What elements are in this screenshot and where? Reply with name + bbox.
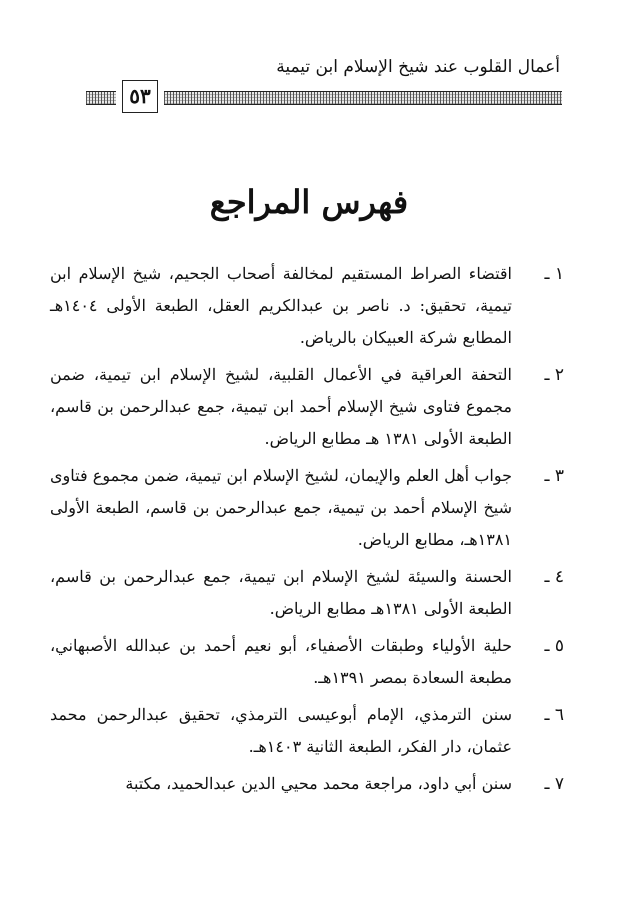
- reference-list: [50, 258, 564, 805]
- running-title: أعمال القلوب عند شيخ الإسلام ابن تيمية: [276, 57, 560, 77]
- header-ornament-left: [86, 91, 116, 105]
- reference-item: [50, 768, 564, 800]
- reference-item: [50, 460, 564, 556]
- reference-number: ٦ ـ: [544, 705, 564, 725]
- reference-number: ٧ ـ: [544, 774, 564, 794]
- reference-item: [50, 359, 564, 455]
- reference-number: ٢ ـ: [544, 365, 564, 385]
- reference-text: اقتضاء الصراط المستقيم لمخالفة أصحاب الجحيم، شيخ الإسلام ابن تيمية، تحقيق: د. ناصر بن عبدالكريم العقل، الطبعة الأولى ١٤٠٤هـ المطابع شركة العبيكان بالرياض.: [50, 264, 512, 347]
- reference-number: ١ ـ: [544, 264, 564, 284]
- reference-text: التحفة العراقية في الأعمال القلبية، لشيخ الإسلام ابن تيمية، ضمن مجموع فتاوى شيخ الإسلام أحمد ابن تيمية، جمع عبدالرحمن بن قاسم، الطبعة الأولى ١٣٨١ هـ مطابع الرياض.: [50, 365, 512, 448]
- header-ornament-right: [164, 91, 562, 105]
- reference-text: سنن الترمذي، الإمام أبوعيسى الترمذي، تحقيق عبدالرحمن محمد عثمان، دار الفكر، الطبعة الثانية ١٤٠٣هـ.: [50, 705, 512, 756]
- reference-number: ٤ ـ: [544, 567, 564, 587]
- reference-text: الحسنة والسيئة لشيخ الإسلام ابن تيمية، جمع عبدالرحمن بن قاسم، الطبعة الأولى ١٣٨١هـ مطابع الرياض.: [50, 567, 512, 618]
- reference-text: جواب أهل العلم والإيمان، لشيخ الإسلام ابن تيمية، ضمن مجموع فتاوى شيخ الإسلام أحمد بن تيمية، جمع عبدالرحمن بن قاسم، الطبعة الأولى ١٣٨١هـ، مطابع الرياض.: [50, 466, 512, 549]
- reference-item: [50, 561, 564, 625]
- section-title: فهرس المراجع: [209, 183, 409, 221]
- reference-text: حلية الأولياء وطبقات الأصفياء، أبو نعيم أحمد بن عبدالله الأصبهاني، مطبعة السعادة بمصر ١٣٩١هـ.: [50, 636, 512, 687]
- reference-text: سنن أبي داود، مراجعة محمد محيي الدين عبدالحميد، مكتبة: [125, 774, 512, 793]
- reference-number: ٣ ـ: [544, 466, 564, 486]
- reference-item: [50, 699, 564, 763]
- page-number: ٥٣: [122, 80, 158, 113]
- reference-item: [50, 258, 564, 354]
- header-band: [86, 78, 562, 118]
- reference-item: [50, 630, 564, 694]
- reference-number: ٥ ـ: [544, 636, 564, 656]
